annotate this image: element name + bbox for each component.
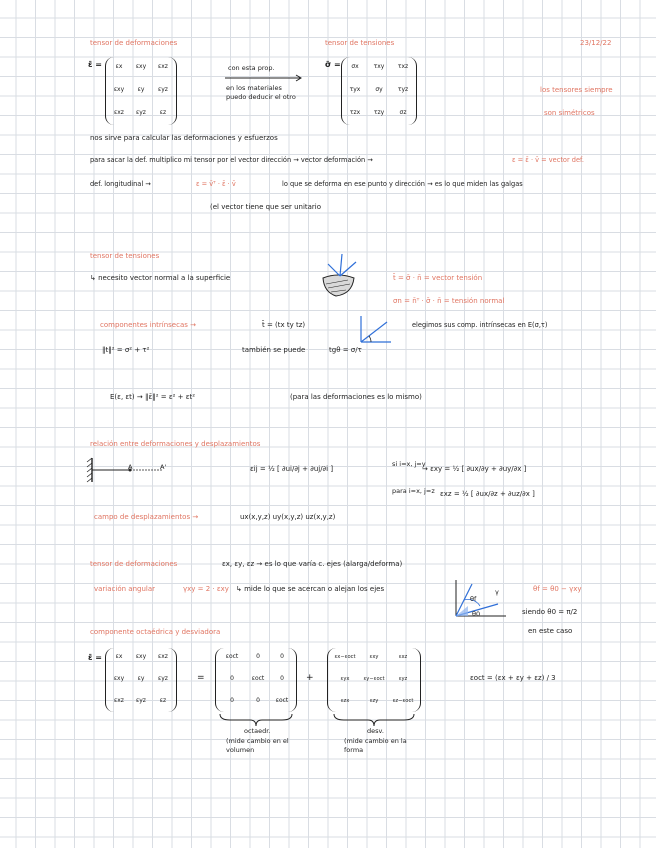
figure-label: γ	[495, 588, 499, 596]
octahedral-matrix	[215, 648, 297, 712]
text-line: ↳ necesito vector normal a la superficie	[90, 274, 231, 282]
matrix-cell: 0	[280, 675, 284, 682]
text-line: también se puede	[242, 346, 306, 354]
page-date: 23/12/22	[580, 39, 612, 47]
matrix-cell: σz	[399, 109, 407, 116]
link-bottom-text: en los materiales puedo deducir el otro	[226, 84, 296, 101]
octahedral-note: (mide cambio en el volumen	[226, 737, 289, 754]
matrix-cell: εyx	[340, 676, 350, 682]
matrix-cell: εxy	[135, 653, 147, 660]
matrix-cell: εx	[115, 63, 123, 70]
displacement-field: ux(x,y,z) uy(x,y,z) uz(x,y,z)	[240, 513, 336, 521]
deviatoric-note: (mide cambio en la forma	[344, 737, 407, 754]
matrix-cell: εxz	[114, 109, 124, 116]
decomp-symbol: ε̄ =	[88, 653, 102, 662]
angle-formula: tgθ = σ/τ	[329, 346, 362, 354]
text-line: nos sirve para calcular las deformaciones y esfuerzos	[90, 134, 278, 142]
surface-normal-figure	[318, 250, 368, 302]
matrix-cell: σy	[375, 86, 383, 93]
octahedral-strain-formula: εoct = (εx + εy + εz) / 3	[470, 674, 556, 682]
strain-tensor-symbol: ε̄ =	[88, 60, 102, 69]
matrix-cell: εxy	[369, 654, 379, 660]
deviatoric-brace	[332, 712, 416, 728]
matrix-cell: εx−εoct	[334, 654, 356, 660]
matrix-cell: εoct	[275, 697, 289, 704]
matrix-cell: 0	[280, 653, 284, 660]
deviatoric-label: desv.	[367, 727, 384, 735]
normal-tension-formula: σn = n̄ᵀ · σ̄ · n̄ = tensión normal	[393, 297, 505, 305]
longitudinal-formula: ε = v̄ᵀ · ε̄ · v̄	[196, 180, 236, 188]
matrix-cell: εxy	[113, 86, 125, 93]
plus-sign: +	[306, 673, 314, 683]
matrix-cell: τzx	[349, 109, 361, 116]
matrix-cell: 0	[256, 697, 260, 704]
matrix-cell: τzy	[373, 109, 385, 116]
matrix-cell: εoct	[225, 653, 239, 660]
matrix-cell: εz−εoct	[392, 698, 414, 704]
matrix-cell: τyx	[349, 86, 361, 93]
strain-tensor-matrix	[105, 57, 177, 125]
matrix-cell: εy−εoct	[363, 676, 385, 682]
matrix-cell: εxz	[158, 63, 168, 70]
matrix-cell: τxy	[373, 63, 385, 70]
link-top-text: con esta prop.	[228, 64, 275, 72]
text-line: elegimos sus comp. intrínsecas en E(σ,τ)	[412, 321, 548, 329]
matrix-cell: εxz	[398, 654, 408, 660]
initial-angle-text: siendo θ0 = π/2	[522, 608, 578, 616]
displacement-field-label: campo de desplazamientos →	[94, 513, 199, 521]
tension-vector-components: t̄ = (tx ty tz)	[262, 321, 306, 329]
matrix-cell: εyz	[398, 676, 408, 682]
strain-norm-formula: E(ε, εt) → ‖ε̄‖² = ε² + εt²	[110, 393, 196, 401]
tension-vector-formula: t̄ = σ̄ · n̄ = vector tensión	[393, 274, 483, 282]
point-label: A	[128, 463, 133, 471]
matrix-cell: εz	[159, 109, 167, 116]
deviatoric-matrix	[327, 648, 421, 712]
gamma-note: ↳ mide lo que se acercan o alejan los ejes	[236, 585, 385, 593]
matrix-cell: σx	[351, 63, 359, 70]
octahedral-label: octaedr.	[244, 727, 271, 735]
symmetric-note-line: son simétricos	[544, 109, 595, 117]
case-note: en este caso	[528, 627, 573, 635]
matrix-cell: εzy	[369, 698, 379, 704]
strain-vector-formula: ε = ε̄ · v̄ = vector def.	[512, 156, 584, 164]
matrix-cell: εyz	[136, 697, 146, 704]
matrix-cell: εxy	[135, 63, 147, 70]
case-condition: para i=x, j=z	[392, 487, 435, 495]
matrix-cell: τyz	[397, 86, 409, 93]
point-label: A'	[160, 463, 167, 471]
equals-sign: =	[197, 673, 205, 683]
heading-relation: relación entre deformaciones y desplazamientos	[90, 440, 261, 448]
decomp-strain-matrix	[105, 648, 177, 712]
matrix-cell: εz	[159, 697, 167, 704]
heading-stress-tensor: tensor de tensiones	[325, 39, 395, 47]
stress-tensor-symbol: σ̄ =	[325, 60, 341, 69]
final-angle-formula: θf = θ0 − γxy	[533, 585, 582, 593]
matrix-cell: 0	[230, 675, 234, 682]
matrix-cell: 0	[256, 653, 260, 660]
matrix-cell: εy	[137, 675, 145, 682]
symmetric-note-line: los tensores siempre	[540, 86, 613, 94]
matrix-cell: εyz	[136, 109, 146, 116]
axes-strain-text: εx, εy, εz → es lo que varía c. ejes (alarga/deforma)	[222, 560, 403, 568]
matrix-cell: εzx	[340, 698, 350, 704]
matrix-cell: εxz	[114, 697, 124, 704]
intrinsic-components-label: componentes intrínsecas →	[100, 321, 196, 329]
strain-displacement-formula: εij = ½ [ ∂ui/∂j + ∂uj/∂i ]	[250, 465, 334, 473]
matrix-cell: εy	[137, 86, 145, 93]
heading-strain-tensor: tensor de deformaciones	[90, 39, 178, 47]
angular-variation-label: variación angular	[94, 585, 156, 593]
heading-stress-tensor-2: tensor de tensiones	[90, 252, 160, 260]
matrix-cell: εyz	[158, 675, 168, 682]
octahedral-brace	[218, 712, 294, 728]
matrix-cell: εxy	[113, 675, 125, 682]
intrinsic-axes-figure	[355, 314, 405, 348]
matrix-cell: εxz	[158, 653, 168, 660]
case-condition: si i=x, j=y	[392, 460, 426, 468]
norm-formula: ‖t‖² = σ² + τ²	[102, 346, 150, 354]
stress-tensor-matrix	[341, 57, 417, 125]
figure-label: θf	[470, 595, 477, 603]
heading-decomposition: componente octaédrica y desviadora	[90, 628, 221, 636]
matrix-cell: τxz	[397, 63, 409, 70]
case-formula: εxz = ½ [ ∂ux/∂z + ∂uz/∂x ]	[440, 490, 535, 498]
text-line: (para las deformaciones es lo mismo)	[290, 393, 422, 401]
text-line: (el vector tiene que ser unitario	[210, 203, 322, 211]
text-line: lo que se deforma en ese punto y dirección → es lo que miden las galgas	[282, 180, 523, 188]
case-formula: → εxy = ½ [ ∂ux/∂y + ∂uy/∂x ]	[422, 465, 527, 473]
matrix-cell: εoct	[251, 675, 265, 682]
matrix-cell: 0	[230, 697, 234, 704]
matrix-cell: εyz	[158, 86, 168, 93]
link-arrow-icon	[225, 74, 305, 82]
figure-label: θ0	[472, 610, 481, 618]
text-line: para sacar la def. multiplico mi tensor por el vector dirección → vector deformación →	[90, 156, 373, 164]
matrix-cell: εx	[115, 653, 123, 660]
gamma-formula: γxy = 2 · εxy	[183, 585, 229, 593]
text-line: def. longitudinal →	[90, 180, 151, 188]
heading-strain-types: tensor de deformaciones	[90, 560, 178, 568]
